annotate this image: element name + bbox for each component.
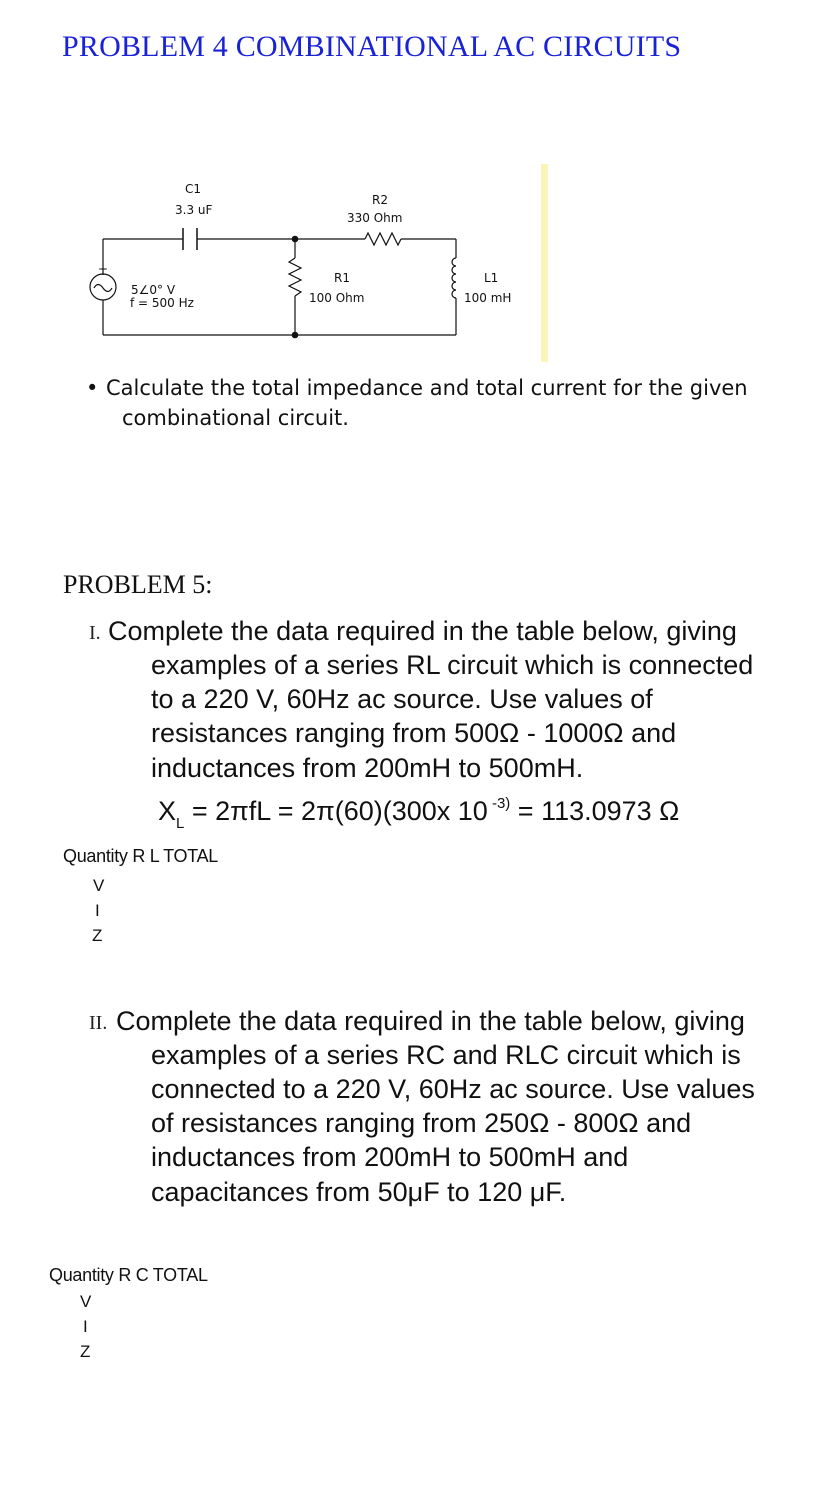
r2-value: 330 Ohm bbox=[347, 211, 403, 225]
table1-row-v: V bbox=[93, 876, 105, 895]
problem4-line2: combinational circuit. bbox=[122, 406, 349, 430]
r1-value: 100 Ohm bbox=[309, 291, 365, 305]
table2-row-v: V bbox=[80, 1292, 92, 1311]
table2-header: Quantity R C TOTAL bbox=[49, 1265, 208, 1285]
table1-row-i: I bbox=[95, 901, 100, 920]
problem5-heading: PROBLEM 5: bbox=[63, 570, 213, 599]
item2-line: of resistances ranging from 250Ω - 800Ω and bbox=[151, 1108, 692, 1138]
item2-line: Complete the data required in the table below, giving bbox=[116, 1006, 745, 1036]
item2-line: examples of a series RC and RLC circuit which is bbox=[151, 1040, 741, 1070]
table2-row-i: I bbox=[83, 1317, 88, 1336]
table1-row-z: Z bbox=[92, 926, 103, 945]
source-frequency: f = 500 Hz bbox=[130, 296, 194, 310]
item1-number: I. bbox=[89, 622, 101, 644]
reactance-formula: $X_L = 2\pi fL = 2\pi(60)(300x$ 10 $^{-3)}$ = 113.0973 Ω bbox=[158, 795, 680, 832]
l1-name: L1 bbox=[484, 271, 499, 285]
problem4-line1: Calculate the total impedance and total current for the given bbox=[106, 376, 748, 400]
source-voltage: 5∠0° V bbox=[131, 283, 176, 297]
item2-line: inductances from 200mH to 500mH and bbox=[151, 1142, 629, 1172]
c1-value: 3.3 uF bbox=[175, 203, 213, 217]
r1-name: R1 bbox=[334, 271, 350, 285]
l1-value: 100 mH bbox=[464, 291, 512, 305]
item2-number: II. bbox=[89, 1012, 108, 1034]
item1-line: to a 220 V, 60Hz ac source. Use values of bbox=[151, 684, 653, 714]
item1-line: Complete the data required in the table below, giving bbox=[108, 616, 737, 646]
r2-name: R2 bbox=[372, 193, 388, 207]
highlight-bar bbox=[541, 164, 548, 362]
item1-line: examples of a series RL circuit which is connected bbox=[151, 650, 754, 680]
source-plus: + bbox=[98, 262, 109, 276]
item2-line: capacitances from 50μF to 120 μF. bbox=[151, 1177, 567, 1207]
item1-line: inductances from 200mH to 500mH. bbox=[151, 753, 584, 783]
table1-header: Quantity R L TOTAL bbox=[63, 846, 219, 866]
page-title: PROBLEM 4 COMBINATIONAL AC CIRCUITS bbox=[62, 30, 682, 63]
table2-row-z: Z bbox=[80, 1342, 91, 1361]
item1-line: resistances ranging from 500Ω - 1000Ω and bbox=[151, 718, 677, 748]
bullet-dot: • bbox=[86, 376, 99, 400]
item2-line: connected to a 220 V, 60Hz ac source. Use values bbox=[151, 1074, 755, 1104]
circuit-diagram bbox=[78, 160, 558, 365]
c1-name: C1 bbox=[185, 182, 202, 196]
